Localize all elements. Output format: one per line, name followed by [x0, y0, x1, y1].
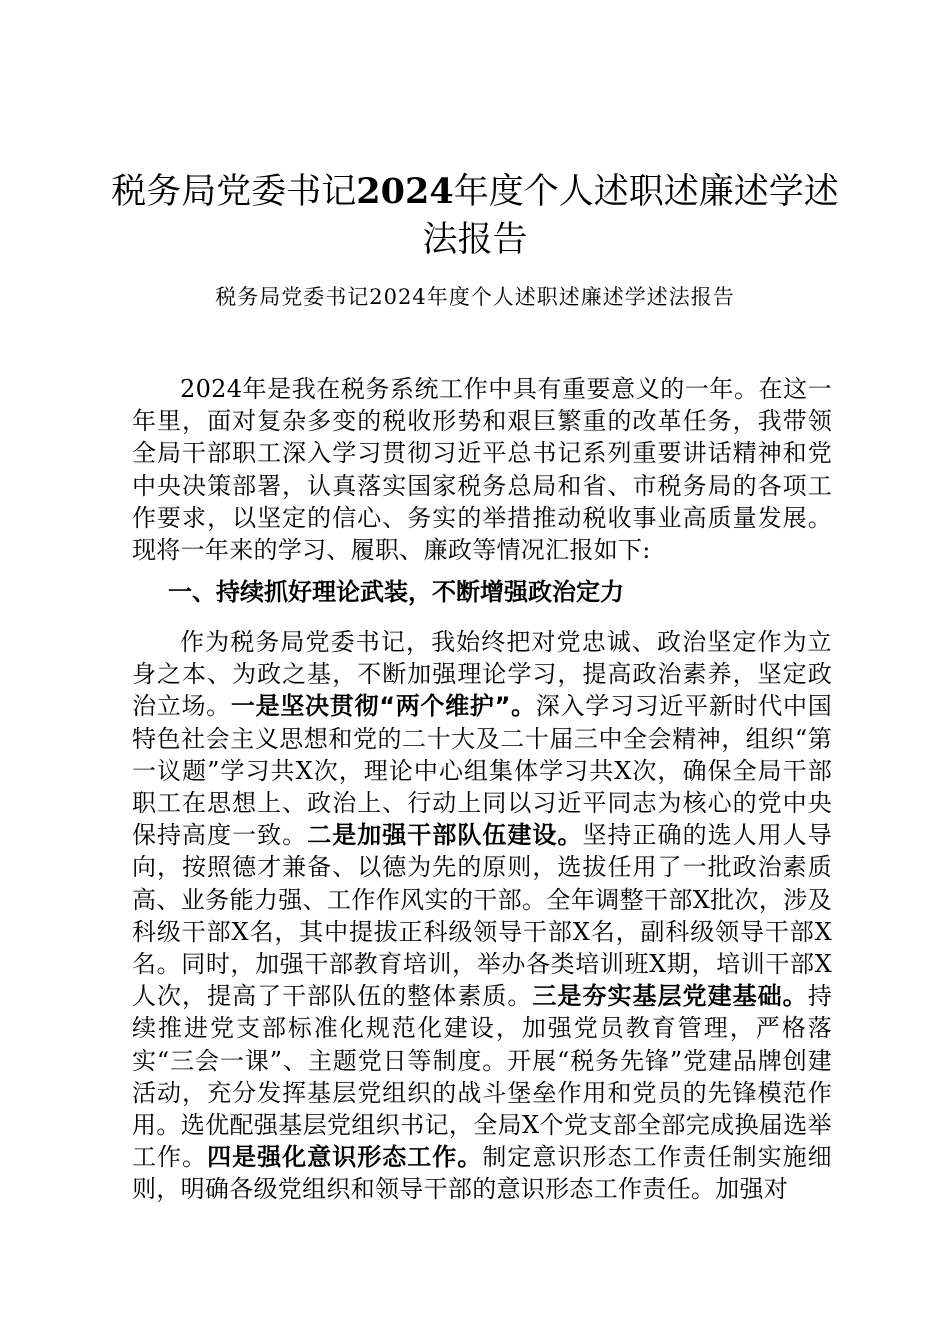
title-part-1: 税务局党委书记: [111, 172, 357, 212]
title-year: 2024: [356, 171, 454, 212]
document-title: [100, 168, 850, 264]
title-part-2: 年度个人述职述廉述学述法报告: [422, 172, 839, 260]
section-1-paragraph: [132, 626, 832, 1206]
section-heading-1: 一、持续抓好理论武装，不断增强政治定力: [168, 578, 624, 606]
point-1-heading: 一是坚决贯彻“两个维护”。: [230, 692, 536, 721]
point-3-heading: 三是夯实基层党建基础。: [532, 982, 808, 1011]
section-1-text-3: 坚持正确的选人用人导向，按照德才兼备、以德为先的原则，选拔任用了一批政治素质高、业务能力强、工作作风实的干部。全年调整干部X批次，涉及科级干部X名，其中提拔正科级领导干部X名，副科级领导干部X名。同时，加强干部教育培训，举办各类培训班X期，培训干部X人次，提高了干部队伍的整体素质。: [132, 821, 832, 1011]
document-subtitle: 税务局党委书记2024年度个人述职述廉述学述法报告: [215, 285, 735, 309]
section-1-text-1: 作为税务局党委书记，我始终把对党忠诚、政治坚定作为立身之本、为政之基，不断加强理论学习，提高政治素养，坚定政治立场。: [132, 628, 832, 721]
point-2-heading: 二是加强干部队伍建设。: [307, 821, 583, 850]
section-1-text-2: 深入学习习近平新时代中国特色社会主义思想和党的二十大及二十届三中全会精神，组织“第一议题”学习共X次，理论中心组集体学习共X次，确保全局干部职工在思想上、政治上、行动上同以习近平同志为核心的党中央保持高度一致。: [132, 692, 833, 850]
intro-paragraph: 2024年是我在税务系统工作中具有重要意义的一年。在这一年里，面对复杂多变的税收形势和艰巨繁重的改革任务，我带领全局干部职工深入学习贯彻习近平总书记系列重要讲话精神和党中央决策部署，认真落实国家税务总局和省、市税务局的各项工作要求，以坚定的信心、务实的举措推动税收事业高质量发展。现将一年来的学习、履职、廉政等情况汇报如下:: [132, 375, 832, 565]
section-1-text-4: 持续推进党支部标准化规范化建设，加强党员教育管理，严格落实“三会一课”、主题党日等制度。开展“税务先锋”党建品牌创建活动，充分发挥基层党组织的战斗堡垒作用和党员的先锋模范作用。选优配强基层党组织书记，全局X个党支部全部完成换届选举工作。: [132, 982, 832, 1172]
point-4-heading: 四是强化意识形态工作。: [207, 1143, 483, 1172]
section-1-text-5: 制定意识形态工作责任制实施细则，明确各级党组织和领导干部的意识形态工作责任。加强对: [132, 1143, 832, 1204]
